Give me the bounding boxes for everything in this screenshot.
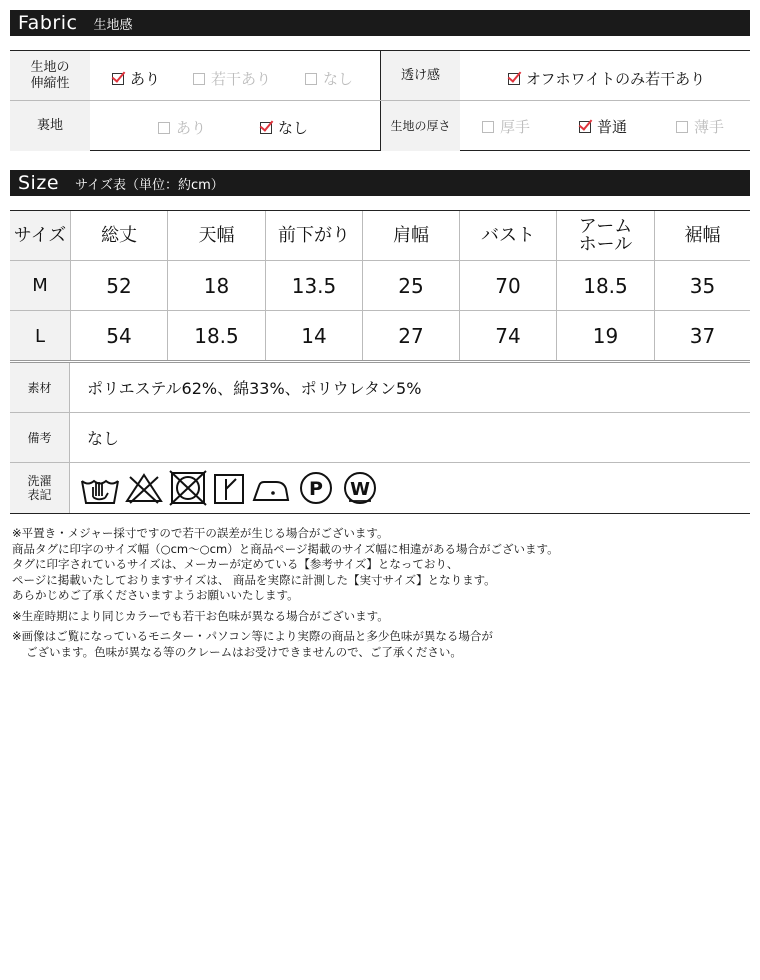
wet-clean-letter: W (350, 479, 370, 500)
note-line: タグに印字されているサイズは、メーカーが定めている【参考サイズ】となっており、 (12, 557, 459, 571)
size-table (10, 210, 750, 361)
size-section-header (10, 170, 750, 196)
size-cell: 18 (167, 261, 265, 310)
no-tumble-dry-icon (168, 467, 208, 507)
option-label: あり (176, 119, 207, 137)
size-cell: 19 (556, 311, 654, 361)
stretch-option-ari[interactable] (112, 68, 160, 89)
stretch-label-line1: 生地の (30, 59, 70, 75)
lining-label: 裏地 (10, 101, 90, 151)
checkbox-icon (158, 122, 170, 134)
checkbox-icon (482, 121, 494, 133)
fabric-row-2 (10, 101, 750, 151)
size-label-m: M (10, 261, 70, 310)
size-corner-label: サイズ (10, 211, 70, 260)
thickness-option-atsude[interactable] (482, 116, 530, 137)
sheer-label: 透け感 (381, 51, 460, 100)
size-cell: 37 (654, 311, 750, 361)
hand-wash-icon (80, 467, 120, 507)
sheer-option[interactable] (508, 68, 705, 89)
size-cell: 35 (654, 261, 750, 310)
size-cell: 25 (362, 261, 459, 310)
checkbox-icon (508, 73, 520, 85)
option-label: オフホワイトのみ若干あり (526, 70, 706, 88)
size-table-header-row (10, 211, 750, 261)
size-cell: 14 (265, 311, 362, 361)
size-title-en: Size (18, 172, 60, 194)
checkbox-icon (193, 73, 205, 85)
dry-clean-letter: P (309, 478, 323, 500)
option-label: 厚手 (500, 118, 531, 136)
care-label-line2: 表記 (27, 488, 52, 502)
low-iron-icon (250, 467, 292, 507)
option-label: なし (323, 70, 354, 88)
option-label: なし (278, 119, 309, 137)
drip-dry-icon (212, 467, 246, 507)
material-row (10, 363, 750, 413)
remarks-value: なし (87, 429, 120, 448)
stretch-option-nashi[interactable] (305, 68, 353, 89)
size-cell: 18.5 (556, 261, 654, 310)
lining-option-nashi[interactable] (260, 117, 308, 138)
size-cell: 27 (362, 311, 459, 361)
lining-option-ari[interactable] (158, 117, 206, 138)
header-total-length: 総丈 (70, 211, 167, 260)
fabric-row-1 (10, 51, 750, 101)
fabric-title-en: Fabric (18, 12, 78, 34)
size-row-m (10, 261, 750, 311)
size-cell: 18.5 (167, 311, 265, 361)
material-label: 素材 (10, 363, 70, 412)
note-line: あらかじめご了承くださいますようお願いいたします。 (12, 588, 299, 602)
thickness-label: 生地の厚さ (381, 101, 460, 151)
fabric-table (10, 50, 750, 151)
fabric-section-header (10, 10, 750, 36)
note-line: ※画像はご覧になっているモニター・パソコン等により実際の商品と多少色味が異なる場合が (12, 629, 493, 643)
size-cell: 52 (70, 261, 167, 310)
care-row (10, 463, 750, 513)
info-table (10, 360, 750, 514)
size-row-l (10, 311, 750, 361)
thickness-option-futsu[interactable] (579, 116, 627, 137)
header-hem-width: 裾幅 (654, 211, 750, 260)
note-line: ※生産時期により同じカラーでも若干お色味が異なる場合がございます。 (12, 608, 389, 623)
header-top-width: 天幅 (167, 211, 265, 260)
option-label: 普通 (597, 118, 628, 136)
option-label: 若干あり (211, 70, 272, 88)
checkbox-icon (676, 121, 688, 133)
note-line: 商品タグに印字のサイズ幅（○cm〜○cm）と商品ページ掲載のサイズ幅に相違がある場合がございます。 (12, 541, 559, 556)
stretch-label-line2: 伸縮性 (30, 75, 70, 91)
option-label: あり (130, 70, 161, 88)
remarks-row (10, 413, 750, 463)
checkbox-icon (579, 121, 591, 133)
size-cell: 70 (459, 261, 556, 310)
size-title-jp: サイズ表（単位：約cm） (75, 177, 224, 193)
stretch-option-jakkan[interactable] (193, 68, 271, 89)
care-label-line1: 洗濯 (27, 474, 52, 488)
wet-clean-w-icon (340, 467, 380, 507)
size-cell: 74 (459, 311, 556, 361)
option-label: 薄手 (694, 118, 725, 136)
header-front-drop: 前下がり (265, 211, 362, 260)
checkbox-icon (112, 73, 124, 85)
checkbox-icon (260, 122, 272, 134)
checkbox-icon (305, 73, 317, 85)
remarks-label: 備考 (10, 413, 70, 462)
fabric-title-jp: 生地感 (93, 17, 133, 33)
size-cell: 13.5 (265, 261, 362, 310)
care-symbols (80, 467, 380, 507)
header-armhole: アーム ホール (556, 211, 654, 260)
stretch-label (10, 51, 90, 100)
header-shoulder-width: 肩幅 (362, 211, 459, 260)
care-label (10, 463, 70, 513)
header-bust: バスト (459, 211, 556, 260)
thickness-option-usude[interactable] (676, 116, 724, 137)
note-line: ございます。色味が異なる等のクレームはお受けできませんので、ご了承ください。 (26, 644, 462, 659)
dry-clean-p-icon (296, 467, 336, 507)
size-label-l: L (10, 311, 70, 361)
no-bleach-icon (124, 467, 164, 507)
material-value: ポリエステル62%、綿33%、ポリウレタン5% (87, 379, 422, 398)
note-line: ページに掲載いたしておりますサイズは、 商品を実際に計測した【実寸サイズ】となります。 (12, 572, 496, 587)
note-line: ※平置き・メジャー採寸ですので若干の誤差が生じる場合がございます。 (12, 526, 389, 540)
notes (12, 526, 748, 660)
size-cell: 54 (70, 311, 167, 361)
